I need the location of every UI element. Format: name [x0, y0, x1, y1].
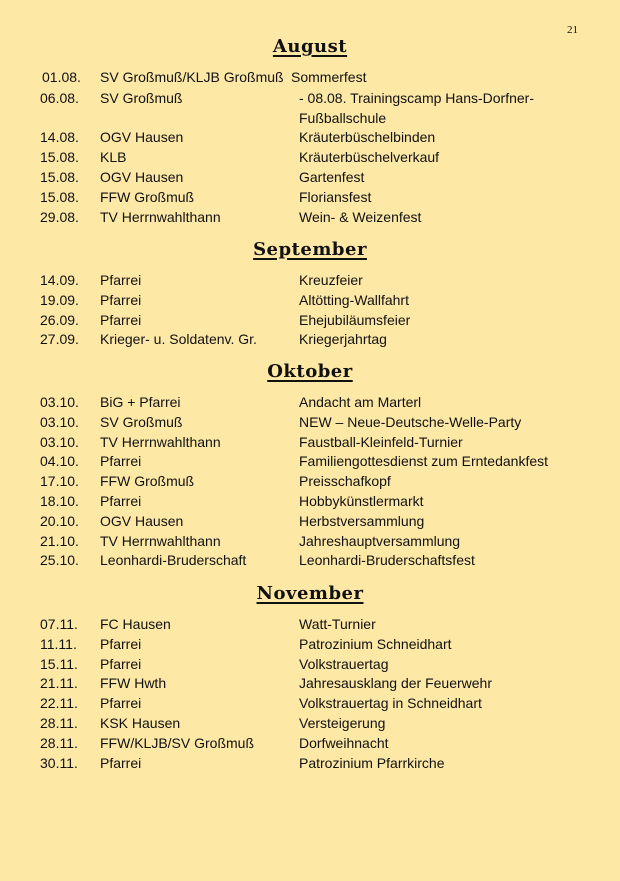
- event-organizer: Leonhardi-Bruderschaft: [100, 552, 247, 569]
- event-title: Dorfweihnacht: [299, 734, 389, 751]
- event-title: Jahresausklang der Feuerwehr: [299, 675, 492, 692]
- event-row: [0, 655, 620, 675]
- event-organizer: Krieger- u. Soldatenv. Gr.: [100, 331, 257, 348]
- event-date: 01.08.: [42, 69, 81, 85]
- event-organizer: FC Hausen: [100, 616, 171, 632]
- event-row: [0, 168, 620, 188]
- event-row: [0, 330, 620, 350]
- event-organizer: TV Herrnwahlthann: [100, 532, 221, 549]
- event-date: 15.11.: [40, 655, 78, 672]
- event-organizer: Pfarrei: [100, 311, 142, 328]
- event-title: Patrozinium Pfarrkirche: [299, 754, 445, 771]
- event-row: [0, 128, 620, 148]
- event-row: [0, 635, 620, 655]
- event-date: 20.10.: [40, 512, 79, 529]
- event-title: - 08.08. Trainingscamp Hans-Dorfner-Fußballschule: [299, 89, 534, 126]
- event-date: 18.10.: [40, 492, 79, 509]
- event-date: 22.11.: [40, 695, 78, 712]
- event-organizer: SV Großmuß: [100, 89, 183, 106]
- event-row: [0, 148, 620, 168]
- event-organizer: OGV Hausen: [100, 129, 184, 146]
- event-organizer: KLB: [100, 149, 127, 166]
- event-date: 07.11.: [40, 616, 78, 632]
- event-row: [0, 291, 620, 311]
- event-title: Hobbykünstlermarkt: [299, 492, 424, 509]
- event-title: Kreuzfeier: [299, 272, 363, 288]
- event-row: [0, 452, 620, 472]
- event-row: [0, 615, 620, 635]
- event-date: 14.09.: [40, 272, 79, 288]
- event-row: [0, 714, 620, 734]
- event-title: Patrozinium Schneidhart: [299, 635, 452, 652]
- event-title: Kriegerjahrtag: [299, 331, 387, 348]
- event-title: Gartenfest: [299, 168, 365, 185]
- event-title: Versteigerung: [299, 714, 386, 731]
- event-title: Sommerfest: [291, 69, 367, 85]
- event-date: 15.08.: [40, 188, 79, 205]
- event-title: Altötting-Wallfahrt: [299, 291, 409, 308]
- event-date: 06.08.: [40, 89, 79, 106]
- event-date: 21.10.: [40, 532, 79, 549]
- event-date: 04.10.: [40, 453, 79, 470]
- event-date: 14.08.: [40, 129, 79, 146]
- event-date: 17.10.: [40, 473, 79, 490]
- event-row: [0, 311, 620, 331]
- event-date: 03.10.: [40, 433, 79, 450]
- event-date: 03.10.: [40, 413, 79, 430]
- event-date: 11.11.: [40, 635, 77, 652]
- event-row: [0, 208, 620, 228]
- event-date: 26.09.: [40, 311, 79, 328]
- event-row: [0, 271, 620, 291]
- event-title: Herbstversammlung: [299, 512, 425, 529]
- event-list-august: [0, 68, 620, 227]
- event-organizer: SV Großmuß: [100, 413, 183, 430]
- event-organizer: Pfarrei: [100, 754, 142, 771]
- event-row: [0, 754, 620, 774]
- event-organizer: FFW Großmuß: [100, 188, 195, 205]
- event-date: 30.11.: [40, 754, 78, 771]
- event-title: Wein- & Weizenfest: [299, 208, 422, 225]
- event-organizer: Pfarrei: [100, 453, 142, 470]
- event-title: Kräuterbüschelverkauf: [299, 149, 440, 166]
- event-title: Watt-Turnier: [299, 616, 376, 632]
- event-title: Ehejubiläumsfeier: [299, 311, 411, 328]
- event-organizer: OGV Hausen: [100, 512, 184, 529]
- event-date: 28.11.: [40, 714, 78, 731]
- event-row: [0, 393, 620, 413]
- event-date: 27.09.: [40, 331, 79, 348]
- event-date: 19.09.: [40, 291, 79, 308]
- event-title: Volkstrauertag: [299, 655, 389, 672]
- month-heading-oktober: Oktober: [267, 361, 353, 382]
- month-heading-november: November: [256, 583, 364, 604]
- event-organizer: TV Herrnwahlthann: [100, 208, 221, 225]
- event-row: [0, 551, 620, 571]
- event-row: [0, 532, 620, 552]
- event-organizer: Pfarrei: [100, 291, 142, 308]
- event-row: [0, 413, 620, 433]
- event-row: [0, 68, 620, 88]
- event-date: 28.11.: [40, 734, 78, 751]
- event-organizer: Pfarrei: [100, 635, 142, 652]
- event-title: Leonhardi-Bruderschaftsfest: [299, 552, 475, 569]
- event-date: 25.10.: [40, 552, 79, 569]
- event-organizer: Pfarrei: [100, 492, 142, 509]
- month-heading-august: August: [272, 36, 348, 57]
- event-organizer: BiG + Pfarrei: [100, 394, 181, 410]
- event-title: Faustball-Kleinfeld-Turnier: [299, 433, 463, 450]
- event-title: NEW – Neue-Deutsche-Welle-Party: [299, 413, 522, 430]
- event-organizer: TV Herrnwahlthann: [100, 433, 221, 450]
- event-row: [0, 188, 620, 208]
- event-row: [0, 492, 620, 512]
- event-date: 03.10.: [40, 394, 79, 410]
- event-organizer: OGV Hausen: [100, 168, 184, 185]
- event-title: Andacht am Marterl: [299, 394, 422, 410]
- event-date: 15.08.: [40, 149, 79, 166]
- event-organizer: KSK Hausen: [100, 714, 181, 731]
- event-row: [0, 89, 620, 129]
- event-list-oktober: [0, 393, 620, 571]
- event-title: Familiengottesdienst zum Erntedankfest: [299, 453, 549, 470]
- event-date: 15.08.: [40, 168, 79, 185]
- event-row: [0, 674, 620, 694]
- page-number: 21: [567, 24, 578, 36]
- event-title: Preisschafkopf: [299, 473, 391, 490]
- event-organizer: SV Großmuß/KLJB Großmuß: [100, 69, 284, 85]
- event-date: 21.11.: [40, 675, 78, 692]
- event-title: Jahreshauptversammlung: [299, 532, 461, 549]
- event-row: [0, 694, 620, 714]
- event-organizer: FFW Großmuß: [100, 473, 195, 490]
- event-row: [0, 472, 620, 492]
- event-organizer: Pfarrei: [100, 695, 142, 712]
- event-list-september: [0, 271, 620, 350]
- event-organizer: FFW/KLJB/SV Großmuß: [100, 734, 255, 751]
- event-row: [0, 512, 620, 532]
- event-title: Floriansfest: [299, 188, 372, 205]
- event-title: Volkstrauertag in Schneidhart: [299, 695, 482, 712]
- event-list-november: [0, 615, 620, 773]
- event-date: 29.08.: [40, 208, 79, 225]
- event-row: [0, 734, 620, 754]
- event-organizer: Pfarrei: [100, 655, 142, 672]
- event-title: Kräuterbüschelbinden: [299, 129, 436, 146]
- event-organizer: Pfarrei: [100, 272, 142, 288]
- event-organizer: FFW Hwth: [100, 675, 167, 692]
- event-row: [0, 433, 620, 453]
- month-heading-september: September: [253, 239, 367, 260]
